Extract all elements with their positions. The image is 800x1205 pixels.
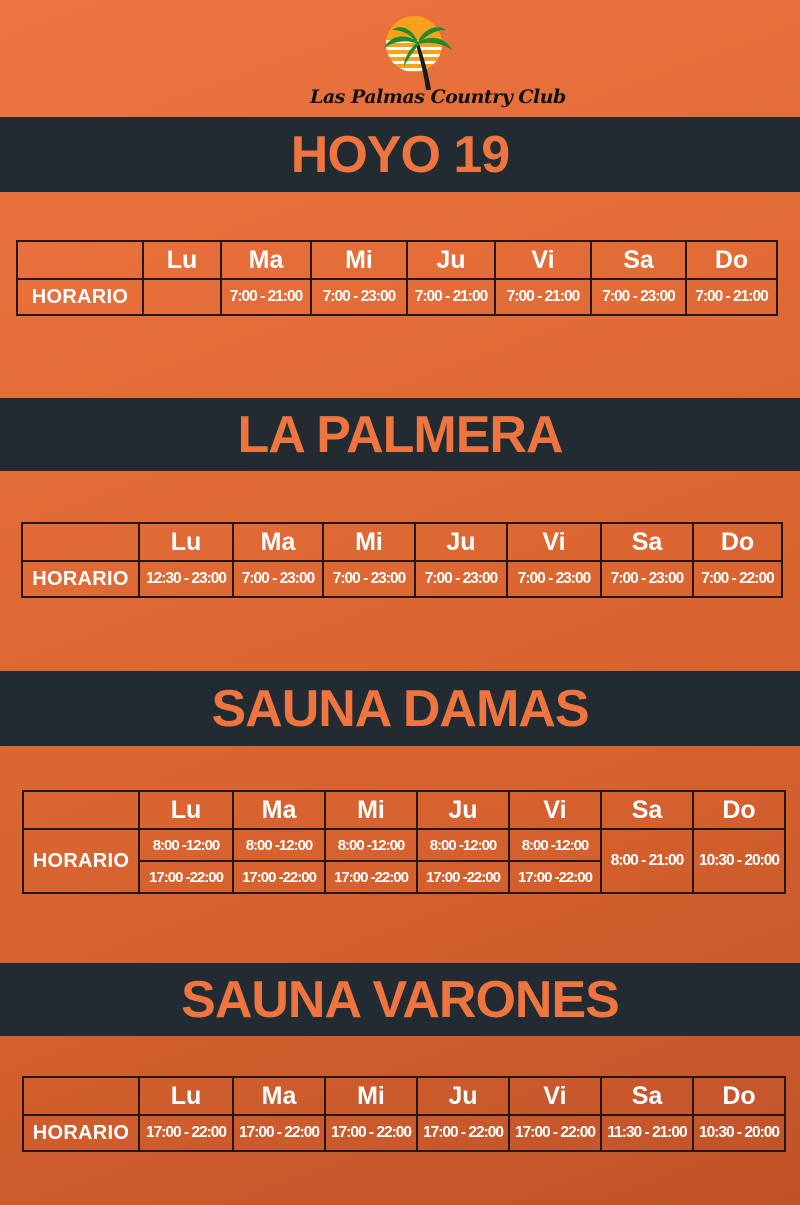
hours-cell: 8:00 - 21:00 bbox=[601, 829, 693, 893]
day-header: Ma bbox=[233, 1077, 325, 1115]
section-band-sauna-varones bbox=[0, 963, 800, 1036]
day-header: Do bbox=[693, 523, 782, 561]
hours-cell: 7:00 - 23:00 bbox=[415, 561, 507, 597]
hours-cell: 10:30 - 20:00 bbox=[693, 1115, 785, 1151]
corner-cell bbox=[22, 523, 139, 561]
hours-cell: 7:00 - 21:00 bbox=[407, 279, 495, 315]
hours-cell: 7:00 - 22:00 bbox=[693, 561, 782, 597]
day-header: Vi bbox=[507, 523, 601, 561]
day-header: Do bbox=[686, 241, 777, 279]
section-band-la-palmera bbox=[0, 398, 800, 471]
hours-cell: 17:00 -22:00 bbox=[233, 861, 325, 893]
hours-cell: 11:30 - 21:00 bbox=[601, 1115, 693, 1151]
hours-cell: 7:00 - 23:00 bbox=[233, 561, 323, 597]
day-header: Ma bbox=[233, 523, 323, 561]
day-header: Mi bbox=[311, 241, 407, 279]
palm-sun-icon bbox=[300, 10, 550, 90]
day-header-row bbox=[23, 1077, 785, 1115]
hours-cell: 7:00 - 21:00 bbox=[495, 279, 591, 315]
hours-row bbox=[23, 1115, 785, 1151]
day-header: Mi bbox=[323, 523, 415, 561]
day-header-row bbox=[23, 791, 785, 829]
day-header: Sa bbox=[601, 791, 693, 829]
row-label: HORARIO bbox=[22, 561, 139, 597]
day-header: Ju bbox=[417, 791, 509, 829]
logo-text: Las Palmas Country Club bbox=[310, 86, 566, 108]
hours-cell: 10:30 - 20:00 bbox=[693, 829, 785, 893]
day-header: Ju bbox=[407, 241, 495, 279]
day-header: Vi bbox=[509, 791, 601, 829]
day-header-row bbox=[17, 241, 777, 279]
day-header-row bbox=[22, 523, 782, 561]
day-header: Sa bbox=[601, 523, 693, 561]
row-label: HORARIO bbox=[23, 1115, 139, 1151]
hours-cell: 7:00 - 21:00 bbox=[686, 279, 777, 315]
hours-cell: 17:00 -22:00 bbox=[139, 861, 233, 893]
schedule-table-sauna-varones bbox=[22, 1076, 786, 1152]
hours-cell: 7:00 - 21:00 bbox=[221, 279, 311, 315]
day-header: Vi bbox=[509, 1077, 601, 1115]
hours-cell: 7:00 - 23:00 bbox=[601, 561, 693, 597]
row-label: HORARIO bbox=[23, 829, 139, 893]
club-logo bbox=[300, 10, 566, 110]
day-header: Lu bbox=[139, 523, 233, 561]
section-title: SAUNA DAMAS bbox=[211, 679, 589, 738]
hours-cell: 8:00 -12:00 bbox=[509, 829, 601, 861]
hours-cell: 17:00 - 22:00 bbox=[417, 1115, 509, 1151]
hours-row-morning bbox=[23, 829, 785, 861]
day-header: Lu bbox=[139, 791, 233, 829]
day-header: Mi bbox=[325, 791, 417, 829]
row-label: HORARIO bbox=[17, 279, 143, 315]
schedule-table-hoyo19 bbox=[16, 240, 778, 316]
section-band-sauna-damas bbox=[0, 671, 800, 746]
day-header: Sa bbox=[591, 241, 686, 279]
hours-cell: 12:30 - 23:00 bbox=[139, 561, 233, 597]
section-band-hoyo19 bbox=[0, 117, 800, 192]
hours-cell: 17:00 - 22:00 bbox=[139, 1115, 233, 1151]
hours-cell: 17:00 -22:00 bbox=[325, 861, 417, 893]
hours-cell: 17:00 - 22:00 bbox=[509, 1115, 601, 1151]
section-title: HOYO 19 bbox=[290, 125, 510, 184]
day-header: Vi bbox=[495, 241, 591, 279]
section-title: SAUNA VARONES bbox=[181, 970, 619, 1029]
hours-cell: 7:00 - 23:00 bbox=[323, 561, 415, 597]
corner-cell bbox=[17, 241, 143, 279]
schedule-table-la-palmera bbox=[21, 522, 783, 598]
corner-cell bbox=[23, 791, 139, 829]
hours-cell: 17:00 -22:00 bbox=[417, 861, 509, 893]
day-header: Do bbox=[693, 791, 785, 829]
day-header: Sa bbox=[601, 1077, 693, 1115]
schedule-table-sauna-damas bbox=[22, 790, 786, 894]
hours-cell: 17:00 -22:00 bbox=[509, 861, 601, 893]
corner-cell bbox=[23, 1077, 139, 1115]
day-header: Ma bbox=[221, 241, 311, 279]
hours-cell: 7:00 - 23:00 bbox=[507, 561, 601, 597]
hours-cell: 8:00 -12:00 bbox=[417, 829, 509, 861]
day-header: Do bbox=[693, 1077, 785, 1115]
hours-cell: 8:00 -12:00 bbox=[233, 829, 325, 861]
section-title: LA PALMERA bbox=[237, 405, 563, 464]
day-header: Ma bbox=[233, 791, 325, 829]
day-header: Lu bbox=[143, 241, 221, 279]
hours-cell: 17:00 - 22:00 bbox=[233, 1115, 325, 1151]
day-header: Ju bbox=[415, 523, 507, 561]
hours-cell: 8:00 -12:00 bbox=[325, 829, 417, 861]
day-header: Lu bbox=[139, 1077, 233, 1115]
day-header: Mi bbox=[325, 1077, 417, 1115]
hours-row bbox=[22, 561, 782, 597]
hours-cell: 17:00 - 22:00 bbox=[325, 1115, 417, 1151]
hours-row bbox=[17, 279, 777, 315]
hours-cell: 7:00 - 23:00 bbox=[311, 279, 407, 315]
hours-cell: 8:00 -12:00 bbox=[139, 829, 233, 861]
hours-cell bbox=[143, 279, 221, 315]
day-header: Ju bbox=[417, 1077, 509, 1115]
hours-cell: 7:00 - 23:00 bbox=[591, 279, 686, 315]
